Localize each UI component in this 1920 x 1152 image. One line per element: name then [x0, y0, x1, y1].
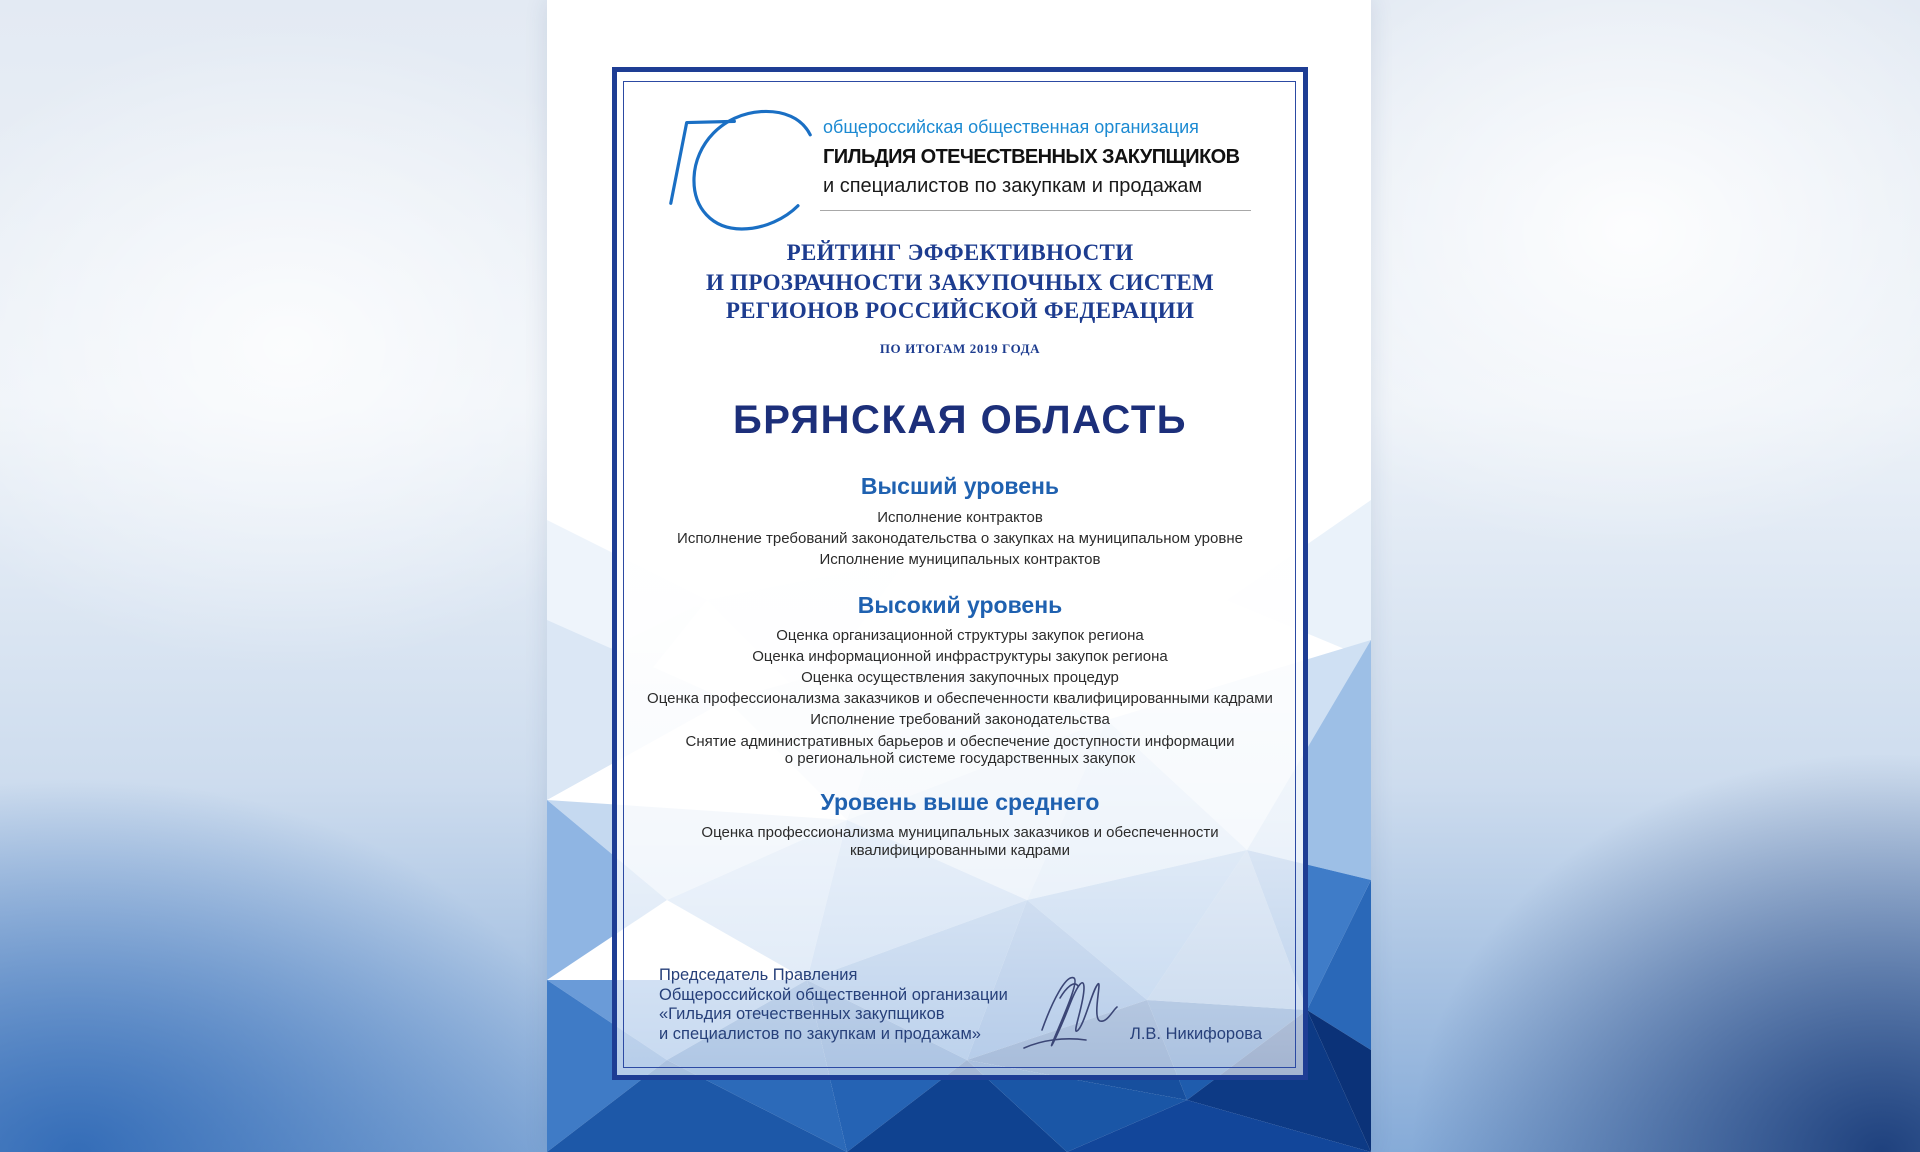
rating-title-line: РЕГИОНОВ РОССИЙСКОЙ ФЕДЕРАЦИИ [725, 298, 1195, 323]
criterion-item: Оценка организационной структуры закупок региона [776, 627, 1144, 644]
criterion-item: Оценка профессионализма муниципальных заказчиков и обеспеченности [701, 824, 1219, 841]
signatory-position-line: Общероссийской общественной организации [659, 986, 1008, 1004]
criterion-item-continued: о региональной системе государственных закупок [784, 750, 1136, 767]
criterion-item: Оценка осуществления закупочных процедур [801, 669, 1119, 686]
organization-type: общероссийская общественная организация [823, 117, 1199, 137]
organization-name-continued: и специалистов по закупкам и продажам [823, 175, 1203, 197]
signatory-name: Л.В. Никифорова [1130, 1025, 1263, 1043]
level-heading: Уровень выше среднего [820, 789, 1100, 815]
criterion-item: Исполнение муниципальных контрактов [819, 551, 1101, 568]
criterion-item: Снятие административных барьеров и обеспечение доступности информации [685, 733, 1235, 750]
signatory-position-line: Председатель Правления [659, 966, 858, 984]
criterion-item: Оценка профессионализма заказчиков и обеспеченности квалифицированными кадрами [647, 690, 1273, 707]
criterion-item: Исполнение контрактов [877, 509, 1043, 526]
signatory-position-line: и специалистов по закупкам и продажам» [659, 1025, 981, 1043]
organization-name: ГИЛЬДИЯ ОТЕЧЕСТВЕННЫХ ЗАКУПЩИКОВ [823, 146, 1240, 168]
criterion-item: Исполнение требований законодательства [810, 711, 1110, 728]
level-heading: Высший уровень [860, 473, 1060, 499]
guild-logo [661, 104, 820, 239]
criterion-item-continued: квалифицированными кадрами [850, 842, 1070, 859]
signatory-position-line: «Гильдия отечественных закупщиков [659, 1005, 945, 1023]
region-name: БРЯНСКАЯ ОБЛАСТЬ [732, 398, 1188, 442]
rating-title-line: И ПРОЗРАЧНОСТИ ЗАКУПОЧНЫХ СИСТЕМ [705, 270, 1215, 295]
rating-title-line: РЕЙТИНГ ЭФФЕКТИВНОСТИ [786, 240, 1134, 265]
level-heading: Высокий уровень [857, 592, 1063, 618]
header-divider [820, 210, 1251, 211]
handwritten-signature [1020, 958, 1120, 1056]
criterion-item: Оценка информационной инфраструктуры закупок региона [752, 648, 1168, 665]
criterion-item: Исполнение требований законодательства о закупках на муниципальном уровне [677, 530, 1243, 547]
rating-period: ПО ИТОГАМ 2019 ГОДА [879, 341, 1041, 356]
